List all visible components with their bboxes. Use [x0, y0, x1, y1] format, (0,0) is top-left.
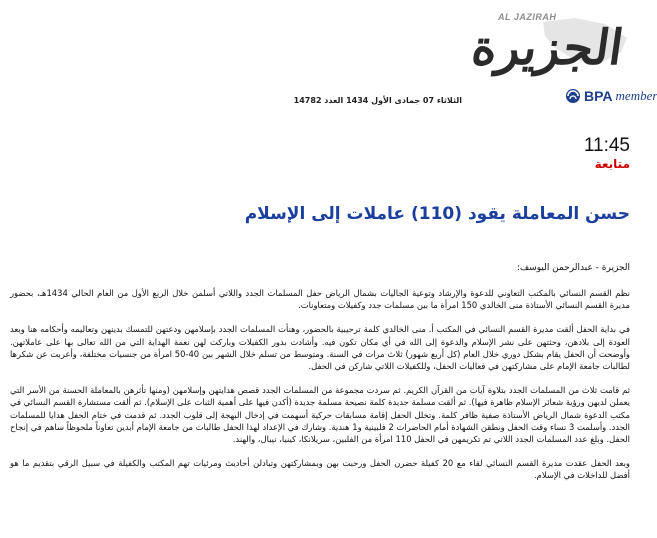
logo-arabic: الجزيرة	[468, 20, 627, 76]
logo-english: AL JAZIRAH	[498, 12, 557, 22]
article-paragraph: وبعد الحفل عقدت مديرة القسم النسائي لقاء مع 20 كفيلة حضرن الحفل ورحبت بهن وبمشاركتهن وتبادلن أحاديث ومرئيات تهم المكتب والكفيلة في سبيل الرقي بتقديم ما هو أفضل للداخلات في الإسلام.	[10, 458, 630, 481]
section-label: متابعة	[594, 157, 630, 171]
article-paragraph: ثم قامت ثلاث من المسلمات الجدد بتلاوة آيات من القرآن الكريم. ثم سردت مجموعة من المسلمات الجدد قصص هدايتهن وإسلامهن (ومنها تأثرهن بالمعاملة الحسنة من الأسر التي يعملن لديهن ورؤية شعائر الإسلام ظاهرة فيها). ثم ألقت مسلمة جديدة كلمة نصيحة مسلمة جديدة (أكدن فيها على أهمية الثبات على الإسلام). ثم ألقت مستشارة القسم النسائي في مكتب الدعوة شمال الرياض الأستاذة صفية ظافر كلمة. وتخلل الحفل إقامة مسابقات حركية أسهمت في إدخال البهجة إلى قلوب الجدد. ثم قدمت في ختام الحفل هدايا للمسلمات الجدد. وأسلمت 3 نساء وقت الحفل ونطقن الشهادة أمام الحاضرات 2 فلبينية و1 هندية. وشارك في الإعداد لهذا الحفل طالبات من جامعة الإمام أبدين تعاوناً ملحوظاً ساهم في إنجاح الحفل. وبلغ عدد المسلمات الجدد اللاتي تم تكريمهن في الحفل 110 امرأة من الفلبين، سريلانكا، كينيا، نيبال، والهند.	[10, 385, 630, 445]
masthead	[0, 0, 657, 120]
bpa-member-text: member	[615, 88, 657, 103]
article-paragraph: في بداية الحفل ألقت مديرة القسم النسائي في المكتب أ. منى الخالدي كلمة ترحيبية بالحضور، وهنأت المسلمات الجدد بإسلامهن ودعتهن للتمسك بدينهن وتعاليمه وأحكامه هنا وبعد العودة إلى بلادهن، وحثتهن على نشر الإسلام والدعوة إلى الله في أي مكان تكون فيه. وأشادت بدور الكفيلات وباركت لهن نعمة الهداية التي من الله تعالى بها على عاملاتهن. وأوضحت أن الحفل يقام بشكل دوري خلال العام (كل أربع شهور) ثلاث مرات في السنة. ومتوسط من تسلم خلال الشهر بين 40-50 امرأة من جنسيات مختلفة، وأعربت عن شكرها لطالبات جامعة الإمام على مشاركتهن في فعاليات الحفل، وللكفيلات اللاتي شاركن في الحفل.	[10, 324, 630, 372]
article-time: 11:45	[583, 135, 630, 156]
article-body	[10, 287, 630, 494]
article-headline: حسن المعاملة يقود (110) عاملات إلى الإسلام	[244, 204, 630, 224]
bpa-badge	[565, 88, 657, 104]
article-byline: الجزيرة - عبدالرحمن اليوسف:	[516, 263, 630, 273]
article-paragraph: نظم القسم النسائي بالمكتب التعاوني للدعوة والإرشاد وتوعية الجاليات بشمال الرياض حفل المسلمات الجدد واللاتي أسلمن خلال الربع الأول من العام الحالي 1434هـ، بحضور مديرة القسم النسائي الأستاذة منى الخالدي 150 امرأة ما بين مسلمات جدد وكفيلات ومتعاونات.	[10, 288, 630, 311]
bpa-globe-icon	[565, 88, 581, 104]
issue-date-line: الثلاثاء 07 جمادى الأول 1434 العدد 14782	[293, 96, 462, 105]
bpa-text: BPA	[584, 88, 613, 104]
